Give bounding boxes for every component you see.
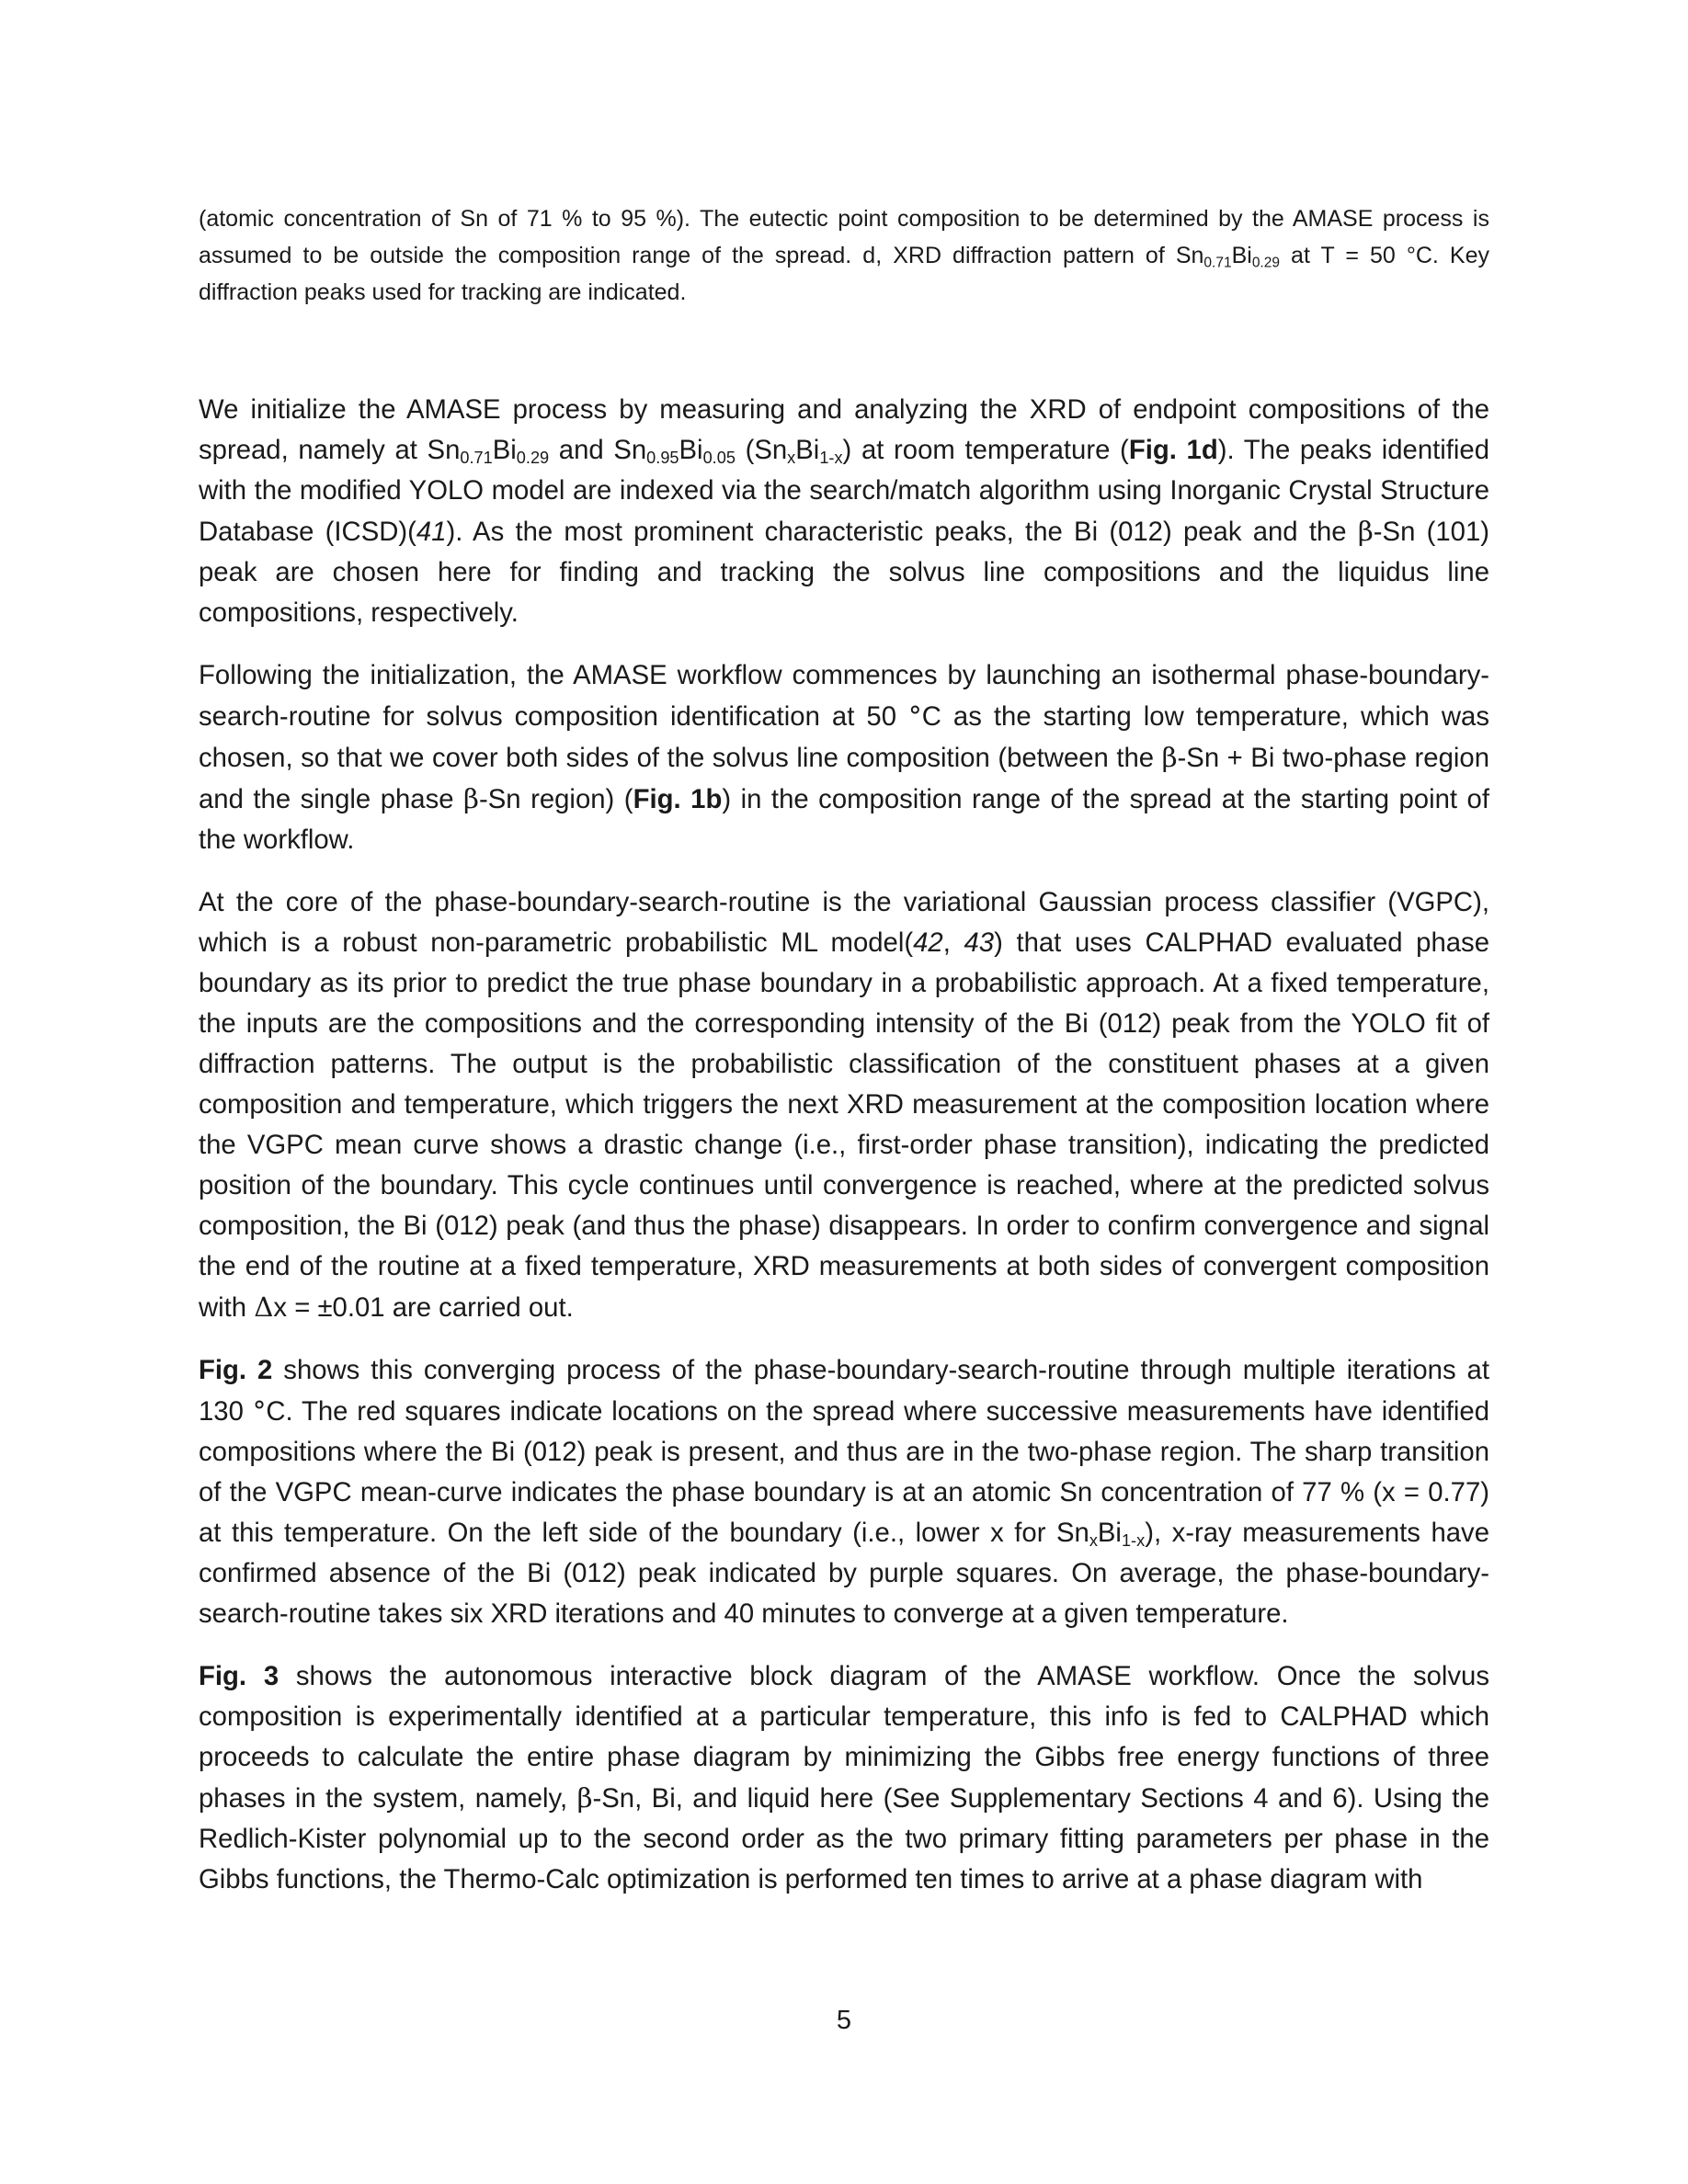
figure-reference: Fig. 3 bbox=[199, 1661, 279, 1691]
citation: 42 bbox=[913, 927, 943, 958]
caption-text: Bi bbox=[1231, 243, 1252, 268]
paragraph-fig2: Fig. 2 shows this converging process of the phase-boundary-search-routine through multiple iterations at 130 °C. The red squares indicate locations on the spread where successive measurements have identified compositions where the Bi (012) peak is present, and thus are in the two-phase region. The sharp transition of the VGPC mean-curve indicates the phase boundary is at an atomic Sn concentration of 77 % (x = 0.77) at this temperature. On the left side of the boundary (i.e., lower x for $Sn_xBi_{1-x}$), x-ray measurements have confirmed absence of the Bi (012) peak indicated by purple squares. On average, the phase-boundary-search-routine takes six XRD iterations and 40 minutes to converge at a given temperature. bbox=[199, 1355, 1489, 1629]
figure-reference: Fig. 2 bbox=[199, 1355, 273, 1385]
beta-symbol: β bbox=[1161, 742, 1178, 773]
paragraph-initialization: We initialize the AMASE process by measuring and analyzing the XRD of endpoint compositions of the spread, namely at $Sn_{0.71}Bi_{0.29}$ and $Sn_{0.95}Bi_{0.05}$ $(Sn_xBi_{1-x})$ at room temperature (Fig. 1d). The peaks identified with the modified YOLO model are indexed via the search/match algorithm using Inorganic Crystal Structure Database (ICSD)(41). As the most prominent characteristic peaks, the Bi (012) peak and the β-Sn (101) peak are chosen here for finding and tracking the solvus line compositions and the liquidus line compositions, respectively. bbox=[199, 394, 1489, 628]
citation: 41 bbox=[416, 517, 447, 547]
body-text bbox=[199, 390, 1489, 1922]
degree-symbol: ° bbox=[908, 700, 922, 732]
page-number: 5 bbox=[836, 2006, 852, 2035]
beta-symbol: β bbox=[576, 1782, 593, 1814]
paragraph-fig3: Fig. 3 shows the autonomous interactive block diagram of the AMASE workflow. Once the solvus composition is experimentally identified at a particular temperature, this info is fed to CALPHAD which proceeds to calculate the entire phase diagram by minimizing the Gibbs free energy functions of three phases in the system, namely, β-Sn, Bi, and liquid here (See Supplementary Sections 4 and 6). Using the Redlich-Kister polynomial up to the second order as the two primary fitting parameters per phase in the Gibbs functions, the Thermo-Calc optimization is performed ten times to arrive at a phase diagram with bbox=[199, 1661, 1489, 1894]
caption-text: at T = 50 °C. Key diffraction peaks used for tracking are indicated. bbox=[199, 243, 1489, 305]
caption-text: (atomic concentration of Sn of 71 % to 95 %). The eutectic point composition to be determined by the AMASE process is assumed to be outside the composition range of the spread. d, XRD diffraction pattern of Sn bbox=[199, 206, 1489, 268]
beta-symbol: β bbox=[1357, 516, 1374, 547]
beta-symbol: β bbox=[463, 783, 479, 814]
figure-caption-continuation bbox=[199, 200, 1489, 311]
subscript: 0.29 bbox=[1251, 255, 1280, 271]
degree-symbol: ° bbox=[252, 1395, 267, 1427]
figure-reference: Fig. 1b bbox=[633, 784, 723, 814]
figure-reference: Fig. 1d bbox=[1128, 435, 1218, 465]
delta-symbol: Δ bbox=[254, 1291, 274, 1323]
subscript: 0.71 bbox=[1203, 255, 1232, 271]
paragraph-workflow: Following the initialization, the AMASE workflow commences by launching an isothermal phase-boundary-search-routine for solvus composition identification at 50 °C as the starting low temperature, which was chosen, so that we cover both sides of the solvus line composition (between the β-Sn + Bi two-phase region and the single phase β-Sn region) (Fig. 1b) in the composition range of the spread at the starting point of the workflow. bbox=[199, 660, 1489, 855]
paragraph-vgpc: At the core of the phase-boundary-search-routine is the variational Gaussian process classifier (VGPC), which is a robust non-parametric probabilistic ML model(42, 43) that uses CALPHAD evaluated phase boundary as its prior to predict the true phase boundary in a probabilistic approach. At a fixed temperature, the inputs are the compositions and the corresponding intensity of the Bi (012) peak from the YOLO fit of diffraction patterns. The output is the probabilistic classification of the constituent phases at a given composition and temperature, which triggers the next XRD measurement at the composition location where the VGPC mean curve shows a drastic change (i.e., first-order phase transition), indicating the predicted position of the boundary. This cycle continues until convergence is reached, where at the predicted solvus composition, the Bi (012) peak (and thus the phase) disappears. In order to confirm convergence and signal the end of the routine at a fixed temperature, XRD measurements at both sides of convergent composition with Δx = ±0.01 are carried out. bbox=[199, 887, 1489, 1323]
citation: 43 bbox=[964, 927, 995, 958]
